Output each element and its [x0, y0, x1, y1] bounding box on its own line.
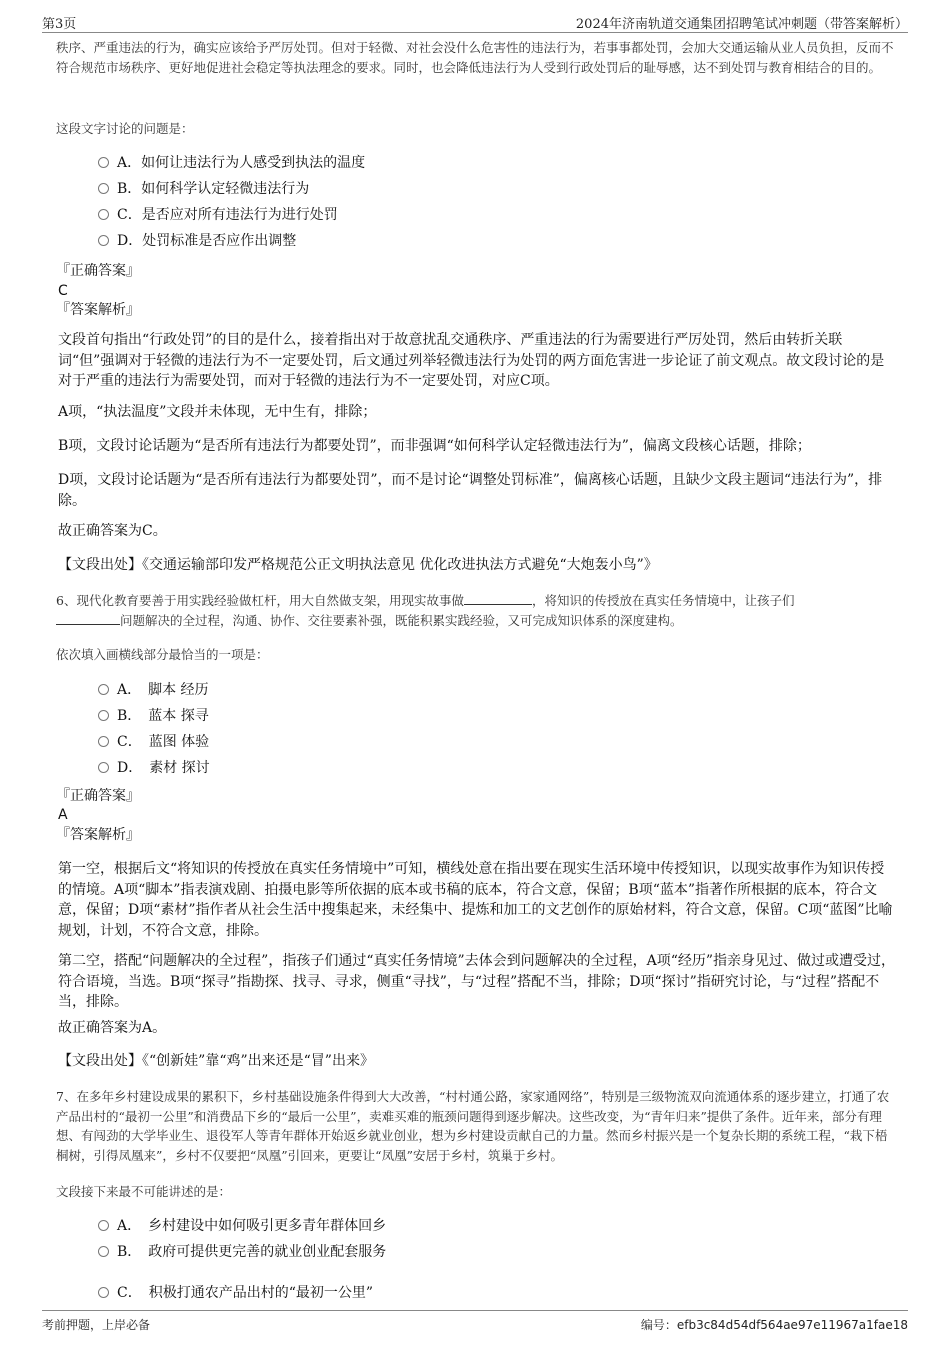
page-number: 第3页 — [42, 17, 77, 32]
radio-icon[interactable] — [98, 762, 109, 773]
q5-analysis-label: 『答案解析』 — [56, 302, 140, 318]
q6-option-c[interactable]: C． 蓝图 体验 — [98, 732, 209, 752]
q6-question: 依次填入画横线部分最恰当的一项是： — [56, 647, 269, 662]
radio-icon[interactable] — [98, 235, 109, 246]
radio-icon[interactable] — [98, 710, 109, 721]
q6-source: 【文段出处】《“创新娃”靠“鸡”出来还是“冒”出来》 — [58, 1053, 374, 1069]
footer-slogan: 考前押题，上岸必备 — [42, 1318, 151, 1332]
q5-question: 这段文字讨论的问题是： — [56, 121, 194, 136]
q5-answer: C — [58, 283, 68, 299]
q6-analysis-2: 第二空，搭配“问题解决的全过程”，指孩子们通过“真实任务情境”去体会到问题解决的全过程，A项“经历”指亲身见过、做过或遭受过，符合语境，当选。B项“探寻”指勘探、找寻、寻求，侧重“寻找”，与“过程”搭配不当，排除；D项“探讨”指研究讨论，与“过程”搭配不当，排除。 — [58, 953, 896, 1010]
q5-passage-tail: 秩序、严重违法的行为，确实应该给予严厉处罚。但对于轻微、对社会没什么危害性的违法行为，若事事都处罚，会加大交通运输从业人员负担，反而不符合规范市场秩序、更好地促进社会稳定等执法理念的要求。同时，也会降低违法行为人受到行政处罚后的耻辱感，达不到处罚与教育相结合的目的。 — [56, 40, 894, 75]
q6-answer: A — [58, 807, 68, 823]
blank-2 — [56, 612, 120, 625]
q7-question: 文段接下来最不可能讲述的是： — [56, 1184, 232, 1199]
q6-answer-label: 『正确答案』 — [56, 788, 140, 804]
q6-analysis-1: 第一空，根据后文“将知识的传授放在真实任务情境中”可知，横线处意在指出要在现实生活环境中传授知识，以现实故事作为知识传授的情境。A项“脚本”指表演戏剧、拍摄电影等所依据的底本或书稿的底本，符合文意，保留；B项“蓝本”指著作所根据的底本，符合文意，保留；D项“素材”指作者从社会生活中搜集起来，未经集中、提炼和加工的文艺创作的原始材料，符合文意，保留。C项“蓝图”比喻规划，计划，不符合文意，排除。 — [58, 861, 893, 939]
q5-answer-label: 『正确答案』 — [56, 263, 140, 279]
q5-analysis-2: A项，“执法温度”文段并未体现，无中生有，排除； — [58, 404, 377, 420]
radio-icon[interactable] — [98, 1220, 109, 1231]
radio-icon[interactable] — [98, 684, 109, 695]
q6-analysis-3: 故正确答案为A。 — [58, 1020, 167, 1036]
radio-icon[interactable] — [98, 736, 109, 747]
q6-analysis-label: 『答案解析』 — [56, 827, 140, 843]
q5-source: 【文段出处】《交通运输部印发严格规范公正文明执法意见 优化改进执法方式避免“大炮轰小鸟”》 — [58, 557, 658, 573]
q7-option-c[interactable]: C． 积极打通农产品出村的“最初一公里” — [98, 1283, 373, 1303]
q5-analysis-5: 故正确答案为C。 — [58, 523, 167, 539]
document-id: 编号：efb3c84d54df564ae97e11967a1fae18 — [640, 1318, 908, 1332]
q6-option-d[interactable]: D． 素材 探讨 — [98, 758, 210, 778]
q5-option-c[interactable]: C．是否应对所有违法行为进行处罚 — [98, 205, 338, 225]
q5-option-b[interactable]: B．如何科学认定轻微违法行为 — [98, 179, 309, 199]
q7-option-b[interactable]: B． 政府可提供更完善的就业创业配套服务 — [98, 1242, 386, 1262]
q7-stem: 7、在多年乡村建设成果的累积下，乡村基础设施条件得到大大改善，“村村通公路，家家通网络”，特别是三级物流双向流通体系的逐步建立，打通了农产品出村的“最初一公里”和消费品下乡的“最后一公里”，卖难买难的瓶颈问题得到逐步解决。这些改变，为“青年归来”提供了条件。近年来，部分有理想、有闯劲的大学毕业生、退役军人等青年群体开始返乡就业创业，想为乡村建设贡献自己的力量。然而乡村振兴是一个复杂长期的系统工程，“栽下梧桐树，引得凤凰来”，乡村不仅要把“凤凰”引回来，更要让“凤凰”安居于乡村，筑巢于乡村。 — [56, 1089, 890, 1163]
q5-analysis-3: B项，文段讨论话题为“是否所有违法行为都要处罚”，而非强调“如何科学认定轻微违法行为”，偏离文段核心话题，排除； — [58, 438, 811, 454]
page-footer — [42, 1310, 908, 1335]
q5-option-a[interactable]: A．如何让违法行为人感受到执法的温度 — [98, 153, 365, 173]
radio-icon[interactable] — [98, 209, 109, 220]
page-header — [42, 10, 908, 33]
radio-icon[interactable] — [98, 1287, 109, 1298]
q6-option-a[interactable]: A． 脚本 经历 — [98, 680, 209, 700]
document-title: 2024年济南轨道交通集团招聘笔试冲刺题（带答案解析） — [575, 17, 908, 32]
q5-option-d[interactable]: D．处罚标准是否应作出调整 — [98, 231, 296, 251]
radio-icon[interactable] — [98, 157, 109, 168]
radio-icon[interactable] — [98, 183, 109, 194]
q5-analysis-1: 文段首句指出“行政处罚”的目的是什么，接着指出对于故意扰乱交通秩序、严重违法的行为需要进行严厉处罚，然后由转折关联词“但”强调对于轻微的违法行为不一定要处罚，后文通过列举轻微违法行为处罚的两方面危害进一步论证了前文观点。故文段讨论的是对于严重的违法行为需要处罚，而对于轻微的违法行为不一定要处罚，对应C项。 — [58, 332, 885, 389]
q6-option-b[interactable]: B． 蓝本 探寻 — [98, 706, 209, 726]
q6-stem: 6、现代化教育要善于用实践经验做杠杆，用大自然做支架，用现实故事做 ，将知识的传授放在真实任务情境中，让孩子们 问题解决的全过程，沟通、协作、交往要素补强，既能积累实践经验，又可完成知识体系的深度建构。 — [56, 593, 795, 628]
blank-1 — [464, 592, 532, 605]
q7-option-a[interactable]: A． 乡村建设中如何吸引更多青年群体回乡 — [98, 1216, 386, 1236]
q5-analysis-4: D项，文段讨论话题为“是否所有违法行为都要处罚”，而不是讨论“调整处罚标准”，偏离核心话题，且缺少文段主题词“违法行为”，排除。 — [58, 472, 883, 509]
radio-icon[interactable] — [98, 1246, 109, 1257]
